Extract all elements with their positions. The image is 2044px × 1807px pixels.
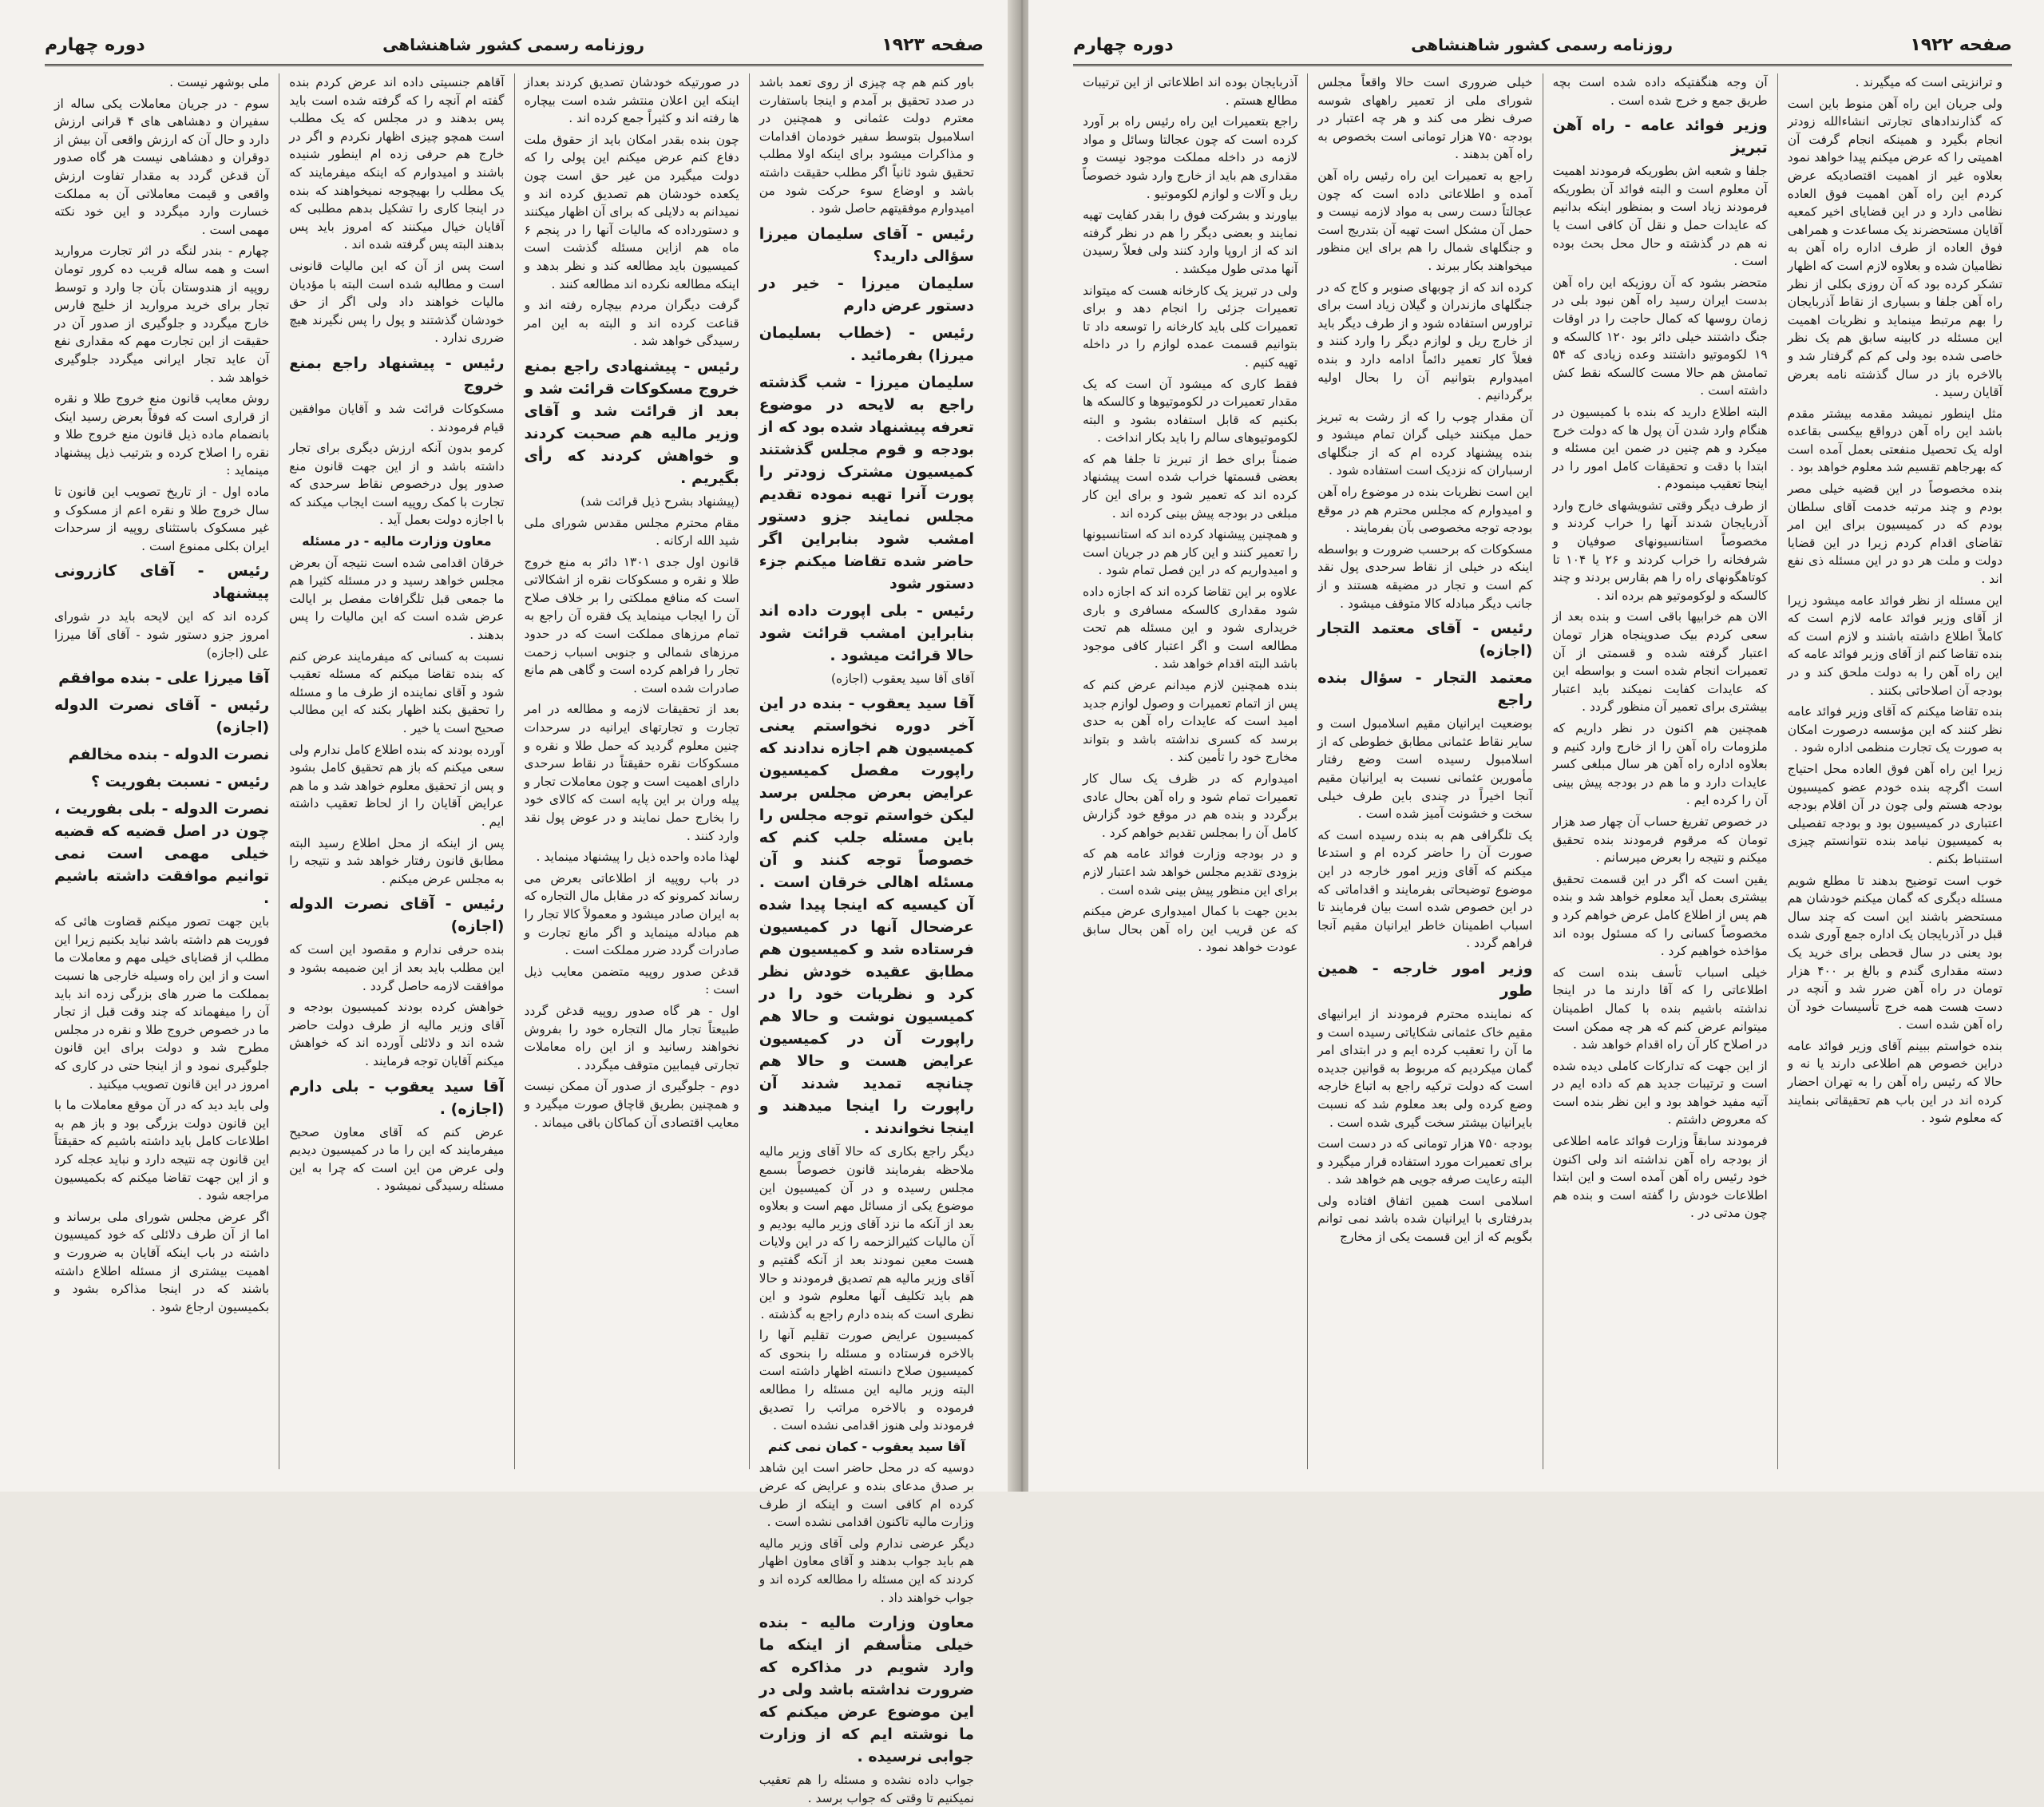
article-column (1543, 73, 1777, 1469)
paragraph: گرفت دیگران مردم بیچاره رفته اند و قناعت کرده اند و البته به این امر رسیدگی خواهد شد . (524, 298, 739, 349)
right-header-rule (1073, 64, 2012, 66)
paragraph: اسلامی است همین اتفاق افتاده ولی بدرفتاری با ایرانیان شده باشد نمی توانم بگویم که از این قسمت یکی از مخارج (1317, 1193, 1533, 1245)
left-page-number: صفحه ۱۹۲۳ (881, 34, 984, 55)
paragraph: باور کنم هم چه چیزی از روی تعمد باشد در صدد تحقیق بر آمدم و اینجا باستفارت معترم دولت عثمانی و همچنین در اسلامبول بتوسط سفیر خودمان اقدامات و مذاکرات میشود برای اینکه اولا مطلب تحقیق شود ثانیاً اگر مطلب حقیقت داشته باشد و اوضاع سوء حرکت شود من امیدوارم موفقیتهم حاصل شود . (759, 75, 974, 216)
paragraph: زیرا این راه آهن فوق العاده محل احتیاج است اگرچه بنده خودم عضو کمیسیون بودجه هستم ولی چون در آن اقلام بودجه اعتباری در کمیسیون بود و بودجه تفصیلی به کمیسیون نیامد بنده نتوانستم چیزی استنباط بکنم . (1787, 761, 2002, 866)
paragraph: یک تلگرافی هم به بنده رسیده است که صورت آن را حاضر کرده ام و استدعا میکنم که آقای وزیر امور خارجه در این موضوع توضیحاتی بفرمایند و اقداماتی که در این خصوص شده است بیان فرمایند تا اسباب اطمینان خاطر ایرانیان مقیم آنجا فراهم گردد . (1317, 827, 1533, 951)
paragraph: چهارم - بندر لنگه در اثر تجارت مروارید است و همه ساله قریب ده کرور تومان روپیه از هندوستان بآن جا وارد و توسط تجار برای خرید مروارید از خلیج فارس خارج میگردد و جلوگیری از صدور آن در حقیقت از این تجارت مهم که مقداری نفع آن عاید تجار ایرانی میگردد جلوگیری خواهد شد . (54, 244, 270, 385)
article-column (45, 73, 279, 1469)
speaker-heading: رئیس - آقای نصرت الدوله (اجازه) (289, 895, 505, 936)
article-column (1777, 73, 2012, 1469)
paragraph: ولی باید دید که در آن موقع معاملات ما با این قانون دولت بزرگی بود و باز هم به اطلاعات کامل باید داشته باشیم که حقیقتاً این قانون چه نتیجه دارد و نباید عجله کرد و از این جهت تقاضا میکنم که بکمیسیون مراجعه شود . (54, 1098, 270, 1203)
paragraph: فقط کاری که میشود آن است که یک مقدار تعمیرات در لکوموتیوها و کالسکه ها بکنیم که قابل استفاده بشود و البته لکوموتیوهای سالم را باید بکار انداخت . (1083, 376, 1298, 446)
paragraph: آقای آقا سید یعقوب (اجازه) (830, 671, 974, 686)
article-column (749, 73, 984, 1805)
article-column (279, 73, 513, 1469)
paragraph: باین جهت تصور میکنم قضاوت هائی که فوریت هم داشته باشد نباید بکنیم زیرا این مطلب از قضایای خیلی مهم و معاملات ما است و از این راه وسیله خارجی ها نسبت بمملکت ما ضرر های بزرگی زده اند باید آن را میفهماند که چند وقت قبل از تجار ما در خصوص خروج طلا و نقره در مجلس مطرح شد و دولت برای این قانون جلوگیری نمود و از اینجا حتی در کاری که امروز در این قانون تصویب میکنید . (54, 914, 270, 1092)
speaker-heading: رئیس - بلی اپورت داده اند بنابراین امشب قرائت شود حالا قرائت میشود . (759, 601, 974, 664)
right-edition-label: دوره چهارم (1073, 34, 1174, 55)
paragraph: از این جهت که تدارکات کاملی دیده شده است و ترتیبات جدید هم که داده ایم در آتیه مفید خواهد بود و این نظر بنده است که معروض داشتم . (1552, 1058, 1768, 1127)
paragraph: ولی جریان این راه آهن منوط باین است که گذارندادهای تجارتی انشاءالله زودتر انجام بگیرد و همینکه انجام گرفت آن اهمیتی را که عرض میکنم پیدا خواهد نمود بعلاوه غیر از اهمیت اقتصادیکه عرض کردم این راه آهن اهمیت فوق العاده نظامی دارد و در این قضایای اخیر کمعیه آقایان مستحضرند یک مساعدت و همراهی فوق العاده از طرف اداره راه آهن به نظامیان شده و بعلاوه لازم است که اظهار تشکر کرده بود که آن روزی بکلی از نظر راه آهن جلفا و بسیاری از نقاط آذربایجان را بهم مرتبط مینماید و نظریات اهمیت این مسئله در کابینه سابق هم یک نظر خاصی شده بود ولی کم کم گرفتار شد و بالاخره باز در سال گذشته نامه بعرض آقایان رسید . (1787, 96, 2002, 400)
speaker-heading: رئیس - نسبت بفوریت ؟ (90, 773, 270, 791)
paragraph: بنده تقاضا میکنم که آقای وزیر فوائد عامه نظر کنند که این مؤسسه درصورت امکان به صورت یک تجارت منظمی اداره شود . (1787, 704, 2002, 755)
speaker-heading: سلیمان میرزا - خیر در دستور عرض دارم (759, 274, 974, 315)
paragraph: خرقان اقدامی شده است نتیجه آن بعرض مجلس خواهد رسید و در مسئله کثیرا هم ما جمعی قبل تلگرافات مفصل بر ایالت عرض شده است که این مالیات را پس بدهند . (289, 555, 505, 643)
right-page-header (1073, 27, 2012, 62)
paragraph: دوم - جلوگیری از صدور آن ممکن نیست و همچنین بطریق قاچاق صورت میگیرد و معایب اقتصادی آن کماکان باقی میماند . (524, 1079, 739, 1130)
left-page (0, 0, 1016, 1805)
paragraph: آن مقدار چوب را که از رشت به تبریز حمل میکنند خیلی گران تمام میشود و بنده پیشنهاد کرده ام که از جنگلهای ارسباران که نزدیک است استفاده شود . (1317, 409, 1533, 478)
paragraph: آقاهم جنسیتی داده اند عرض کردم بنده گفته ام آنچه را که گرفته شده است باید پس بدهند و در مجلس که یک مطلب است همچو چیزی اظهار نکردم و اگر در خارج هم حرفی زده ام اینطور شنیده باشند و امیدوارم که اینکه میفرمایند که یک مطلب را بهیچوجه نمیخواهند که بنده در اینجا کاری را تشکیل بدهم مطلبی که آقایان خیال میکنند که امروز باید پس بدهند البته پس گرفته شده اند . (289, 75, 505, 252)
paragraph: بنده خواستم ببینم آقای وزیر فوائد عامه دراین خصوص هم اطلاعی دارند یا نه و حالا که رئیس راه آهن را به تهران احضار کرده اند در این باب هم تحقیقاتی بنمایند که معلوم شود . (1787, 1038, 2002, 1126)
paragraph: عرض کنم که آقای معاون صحیح میفرمایند که این را ما در کمیسیون دیدیم ولی عرض من این است که چرا به این مسئله رسیدگی نمیشود . (289, 1124, 505, 1194)
paragraph: ولی در تبریز یک کارخانه هست که میتواند تعمیرات جزئی را انجام دهد و برای تعمیرات کلی باید کارخانه را توسعه داد تا بتوانیم قسمت عمده لوازم را در داخله تهیه کنیم . (1083, 283, 1298, 370)
paragraph: راجع بتعمیرات این راه رئیس راه بر آورد کرده است که چون عجالتا وسائل و مواد لازمه در داخله مملکت موجود نیست و مقداری هم باید از خارج وارد شود خصوصاً ریل و آلات و لوازم لکوموتیو . (1083, 114, 1298, 201)
paragraph: روش معایب قانون منع خروج طلا و نقره از قراری است که فوقاً بعرض رسید اینک بانضمام ماده ذیل قانون منع خروج طلا و نقره را اصلاح کرده و بترتیب ذیل پیشنهاد مینماید : (54, 391, 270, 478)
paragraph: که نماینده محترم فرمودند از ایرانیهای مقیم خاک عثمانی شکایاتی رسیده است و ما آن را تعقیب کرده ایم و در ابتدای امر گمان میکردیم که مربوط به قوانین جدیده است که دولت ترکیه راجع به اتباع خارجه وضع کرده ولی بعد معلوم شد که نسبت بایرانیان بیشتر سخت گیری شده است . (1317, 1006, 1533, 1130)
paragraph: همچنین هم اکنون در نظر داریم که ملزومات راه آهن را از خارج وارد کنیم و بعلاوه اداره راه آهن هر سال مبلغی کسر عایدات دارد و ما هم در بودجه پیش بینی آن را کرده ایم . (1552, 721, 1768, 808)
paragraph: بوضعیت ایرانیان مقیم اسلامبول است و سایر نقاط عثمانی مطابق خطوطی که از اسلامبول رسیده است وضع رفتار مأمورین عثمانی نسبت به ایرانیان مقیم آنجا اخیراً در چندی باین طرف خیلی سخت و خشونت آمیز شده است . (1317, 716, 1533, 822)
paragraph: است پس از آن که این مالیات قانونی است و مطالبه شده است البته با مؤدیان مالیات خواهند داد ولی اگر از حق خودشان گذشتند و پول را پس نگیرند هیچ ضرری ندارد . (289, 258, 505, 346)
left-newspaper-title: روزنامه رسمی کشور شاهنشاهی (382, 35, 644, 54)
paragraph: کرده اند که از چوبهای صنوبر و کاج که در جنگلهای مازندران و گیلان زیاد است برای تراورس استفاده شود و از طرف دیگر باید از خارج ریل و لوازم دیگر را وارد کنند و فعلاً کار تعمیر دائماً ادامه دارد و بنده امیدوارم بتوانیم آن را بحال اولیه برگردانیم . (1317, 279, 1533, 403)
paragraph: مثل اینطور نمیشد مقدمه بیشتر مقدم باشد این راه آهن درواقع بیکسی بقاعده اوله یک تحصیل منفعتی بعمل آمده است که بهرجاهم تقسیم شد معلوم خواهد بود . (1787, 406, 2002, 475)
article-column (514, 73, 749, 1469)
paragraph: بودجه ۷۵۰ هزار تومانی که در دست است برای تعمیرات مورد استفاده قرار میگیرد و البته رعایت صرفه جویی هم خواهد شد . (1317, 1136, 1533, 1187)
paragraph: دیگر عرضی ندارم ولی آقای وزیر مالیه هم باید جواب بدهند و آقای معاون اظهار کردند که این مسئله را مطالعه کرده اند و جواب خواهند داد . (759, 1536, 974, 1605)
paragraph: کرده اند که این لایحه باید در شورای امروز جزو دستور شود - آقای آقا میرزا علی (اجازه) (54, 609, 270, 660)
paragraph: و ترانزیتی است که میگیرند . (1855, 75, 2002, 89)
speaker-heading: آقا سید یعقوب - بلی دارم (اجازه) . (289, 1077, 505, 1118)
paragraph: خواهش کرده بودند کمیسیون بودجه و آقای وزیر مالیه از طرف دولت حاضر شده اند و دلائلی آورده اند که خواهش میکنم آقایان توجه فرمایند . (289, 1000, 505, 1068)
paragraph: قدغن صدور روپیه متضمن معایب ذیل است : (524, 964, 739, 997)
speaker-heading: وزیر فوائد عامه - راه آهن تبریز (1552, 117, 1768, 157)
paragraph: راجع به تعمیرات این راه رئیس راه آهن آمده و اطلاعاتی داده است که چون عجالتاً دست رسی به مواد لازمه نیست و حمل آن مشکل است تهیه آن بتدریج است و جنگلهای شمال را هم برای این منظور میخواهند بکار ببرند . (1317, 168, 1533, 273)
right-columns (1073, 73, 2012, 1469)
paragraph: ضمناً برای خط از تبریز تا جلفا هم که بعضی قسمتها خراب شده است پیشنهاد کرده اند که تعمیر شود و برای این کار مبلغی در بودجه پیش بینی کرده اند . (1083, 451, 1298, 521)
paragraph: لهذا ماده واحده ذیل را پیشنهاد مینماید . (536, 850, 739, 865)
speaker-heading: آقا سید یعقوب - بنده در این آخر دوره نخواستم یعنی کمیسیون هم اجازه ندادند که راپورت مفصل کمیسیون عرایض بعرض مجلس برسد لیکن خواستم توجه مجلس را باین مسئله جلب کنم که خصوصاً توجه کنند و آن مسئله اهالی خرقان است . آن کیسیه که اینجا پیدا شده عرضحال آنها در کمیسیون فرستاده شد و کمیسیون هم مطابق عقیده خودش نظر کرد و نظریات خود را در کمیسیون نوشت و حالا هم راپورت آن در کمیسیون عرایض هست و حالا هم چنانچه تمدید شدند آن راپورت را اینجا میدهند و اینجا نخواندند . (759, 695, 974, 1138)
paragraph: و در بودجه وزارت فوائد عامه هم که بزودی تقدیم مجلس خواهد شد اعتبار لازم برای این منظور پیش بینی شده است . (1083, 846, 1298, 898)
paragraph: بنده همچنین لازم میدانم عرض کنم که پس از اتمام تعمیرات و وصول لوازم جدید امید است که عایدات راه آهن به حدی برسد که کسری نداشته باشد و بتواند مخارج خود را تأمین کند . (1083, 678, 1298, 765)
speaker-heading: وزیر امور خارجه - همین طور (1317, 959, 1533, 1000)
paragraph: جلفا و شعبه اش بطوریکه فرمودند اهمیت آن معلوم است و البته فوائد آن بطوریکه فرمودند زیاد است و بمنظور اینکه بدانیم که عایدات حمل و نقل آن کافی است یا نه هم در گذشته و حال محل بحث بوده است . (1552, 164, 1768, 269)
paragraph: جواب داده نشده و مسئله را هم تعقیب نمیکنیم تا وقتی که جواب برسد . (759, 1773, 974, 1805)
paragraph: بنده مخصوصاً در این قضیه خیلی مصر بودم و چند مرتبه خدمت آقای سلطان بودم که در کمیسیون برای این امر تقاضای اقدام کردم زیرا در این قضایا دولت و ملت هر دو در این مسئله ذی نفع اند . (1787, 481, 2002, 587)
speaker-heading: آقا میرزا علی - بنده موافقم (58, 669, 270, 688)
speaker-heading: رئیس - آقای نصرت الدوله (اجازه) (54, 696, 270, 737)
speaker-heading: نصرت الدوله - بلی بفوریت ، چون در اصل قضیه که قضیه خیلی مهمی است نمی توانیم موافقت داشته باشیم . (54, 800, 270, 908)
speaker-heading: معاون وزارت مالیه - در مسئله (302, 533, 492, 549)
paragraph: خیلی ضروری است حالا واقعاً مجلس شورای ملی از تعمیر راههای شوسه صرف نظر می کند و هر چه اعتبار در بودجه ۷۵۰ هزار تومانی است بخصوص به راه آهن بدهند . (1317, 75, 1533, 162)
paragraph: الان هم خرابیها باقی است و بنده بعد از سعی کردم بیک صدوپنجاه هزار تومان اعتبار گرفته شده و قسمتی از آن تعمیرات انجام شده است و بواسطه این که عایدات کفایت نمیکند باید اعتبار بیشتری برای تعمیر آن منظور گردد . (1552, 609, 1768, 715)
paragraph: این مسئله از نظر فوائد عامه میشود زیرا از آقای وزیر فوائد عامه لازم است که کاملاً اطلاع داشته باشند و لازم است که بنده تقاضا کنم از آقای وزیر فوائد عامه که این راه آهن را به دولت ملحق کند و در بودجه آن اصلاحاتی بکنند . (1787, 592, 2002, 698)
paragraph: آن وجه هنگفتیکه داده شده است بچه طریق جمع و خرج شده است . (1552, 75, 1768, 108)
paragraph: دوسیه که در محل حاضر است این شاهد بر صدق مدعای بنده و عرایض که عرض کرده ام کافی است و اینکه از طرف وزارت مالیه تاکنون اقدامی نشده است . (759, 1460, 974, 1530)
speaker-heading: نصرت الدوله - بنده مخالفم (68, 746, 270, 764)
speaker-heading: رئیس - پیشنهادی راجع بمنع خروج مسکوکات قرائت شد و بعد از قرائت شد و آقای وزیر مالیه هم صحبت کردند و خواهش کردند که رأی بگیریم . (524, 357, 739, 487)
right-newspaper-title: روزنامه رسمی کشور شاهنشاهی (1411, 35, 1673, 54)
paragraph: بعد از تحقیقات لازمه و مطالعه در امر تجارت و تجارتهای ایرانیه در سرحدات چنین معلوم گردید که حمل طلا و نقره و مسکوکات نقره حقیقتاً در نقاط سرحدی دارای اهمیت است و چون معاملات تجار و پیله وران بر این پایه است که کالای خود را بخارج حمل نمایند و در عوض پول نقد وارد کنند . (524, 702, 739, 843)
speaker-heading: معتمد التجار - سؤال بنده راجع (1317, 669, 1533, 710)
speaker-heading: معاون وزارت مالیه - بنده خیلی متأسفم از اینکه ما وارد شویم در مذاکره که ضرورت نداشته باشد ولی در این موضوع عرض میکنم که ما نوشته ایم که از وزارت جوابی نرسیده . (759, 1614, 974, 1766)
paragraph: در خصوص تفریغ حساب آن چهار صد هزار تومان که مرقوم فرمودند بنده تحقیق میکنم و نتیجه را بعرض میرسانم . (1552, 814, 1768, 866)
article-column (1307, 73, 1542, 1469)
speaker-heading: آقا سید یعقوب - کمان نمی کنم (767, 1438, 965, 1454)
paragraph: علاوه بر این تقاضا کرده اند که اجازه داده شود مقداری کالسکه مسافری و باری خریداری شود و این مسئله هم تحت مطالعه است و اگر اعتبار کافی موجود باشد البته اقدام خواهد شد . (1083, 585, 1298, 672)
left-columns (45, 73, 984, 1805)
paragraph: مسکوکات قرائت شد و آقایان موافقین قیام فرمودند . (289, 401, 505, 434)
paragraph: دیگر راجع بکاری که حالا آقای وزیر مالیه ملاحظه بفرمایند قانون خصوصاً بسمع مجلس رسیده و در آن کمیسیون این موضوع یکی از مسائل مهم است و بعلاوه بعد از آنکه ما نزد آقای وزیر مالیه بودیم و آن مالیات کثیرالزحمه را که در این ولایات هست معین نمودند بعد از آنکه گفتیم و آقای وزیر مالیه هم تصدیق فرمودند و حالا هم باید تکلیف آنها معلوم شود و این نظری است که بنده دارم راجع به گذشته . (759, 1144, 974, 1322)
paragraph: خوب است توضیح بدهند تا مطلع شویم مسئله دیگری که گمان میکنم خودشان هم مستحضر باشند این است که چند سال قبل در آذربایجان یک اداره جمع آوری شده بود یعنی در سال قحطی برای خرید یک دسته مقداری گندم و بالغ بر ۴۰۰ هزار تومان در راه آهن ضرر شد و آنچه در دست هست همه خرج تأسیسات خود آن راه آهن شده است . (1787, 873, 2002, 1032)
right-page-number: صفحه ۱۹۲۲ (1910, 34, 2012, 55)
speaker-heading: سلیمان میرزا - شب گذشته راجع به لایحه در موضوع تعرفه پیشنهاد شده بود که از بودجه و قوم مجلس گذشتند کمیسیون مشترک زودتر را پورت آنرا تهیه نموده تقدیم مجلس نمایند جزو دستور امشب شود بنابراین اگر حاضر شده تقاضا میکنم جزء دستور شود (759, 373, 974, 592)
speaker-heading: رئیس - (خطاب بسلیمان میرزا) بفرمائید . (759, 323, 974, 364)
paragraph: متحضر بشود که آن روزیکه این راه آهن بدست ایران رسید راه آهن نبود بلی در زمان روسها که کمال حاجت را در اوقات جنگ داشتند خیلی دائر بود ۱۲۰ کالسکه و ۱۹ لکوموتیو داشتند وعده زیادی که ۵۴ تمامش هم حالا مست کالسکه نقط کش داشته است . (1552, 275, 1768, 398)
paragraph: مقام محترم مجلس مقدس شورای ملی شید الله ارکانه . (524, 515, 739, 549)
paragraph: چون بنده بقدر امکان باید از حقوق ملت دفاع کنم عرض میکنم این پولی را که دولت میگیرد من غیر حق است چون یکعده خودشان هم تصدیق کرده اند و نمیدانم به دلایلی که برای آن اظهار میکنند و دستورداده که مالیات آنها را در پنجم ۶ ماه هم ازاین مسئله گذشت است کمیسیون باید مطالعه کند و نظر بدهد و اینکه مطالعه نکرده اند مطالعه کنند . (524, 132, 739, 291)
speaker-heading: رئیس - آقای معتمد التجار (اجازه) (1317, 620, 1533, 660)
paragraph: مسکوکات که برحسب ضرورت و بواسطه اینکه در خیلی از نقاط سرحدی پول نقد کم است و تجار در مضیقه هستند و از جانب دیگر مبادله کالا متوقف میشود . (1317, 541, 1533, 611)
paragraph: و همچنین پیشنهاد کرده اند که استانسیونها را تعمیر کنند و این کار هم در جریان است و امیدواریم که در این فصل تمام شود . (1083, 527, 1298, 578)
paragraph: ماده اول - از تاریخ تصویب این قانون تا سال خروج طلا و نقره اعم از مسکوک و غیر مسکوک باستثنای روپیه از سرحدات ایران بکلی ممنوع است . (54, 485, 270, 553)
paragraph: (پیشنهاد بشرح ذیل قرائت شد) (580, 493, 739, 509)
paragraph: امیدوارم که در ظرف یک سال کار تعمیرات تمام شود و راه آهن بحال عادی برگردد و بنده هم در موقع خود گزارش کامل آن را بمجلس تقدیم خواهم کرد . (1083, 771, 1298, 840)
paragraph: آذربایجان بوده اند اطلاعاتی از این ترتیبات مطالع هستم . (1083, 75, 1298, 108)
paragraph: کرمو بدون آنکه ارزش دیگری برای تجار داشته باشد و از این جهت قانون منع صدور پول درخصوص نقاط سرحدی که تجارت با کمک روپیه است ایجاب میکند که با اجازه دولت بعمل آید . (289, 441, 505, 528)
speaker-heading: رئیس - پیشنهاد راجع بمنع خروج (289, 354, 505, 394)
article-column (1073, 73, 1307, 1469)
paragraph: فرمودند سابقاً وزارت فوائد عامه اطلاعی از بودجه راه آهن نداشته اند ولی اکنون خود رئیس راه آهن آمده است و این ابتدا اطلاعات خودش را گفته است و بنده هم چون مدتی در . (1552, 1134, 1768, 1221)
paragraph: بیاورند و بشرکت فوق را بقدر کفایت تهیه نمایند و بعضی دیگر را هم در نظر گرفته اند که از اروپا وارد کنند ولی فعلاً رسیدن آنها مدتی طول میکشد . (1083, 208, 1298, 276)
paragraph: البته اطلاع دارید که بنده با کمیسیون در هنگام وارد شدن آن پول ها که دولت خرج میکرد و هم چنین در ضمن این مسئله و ابتدا با دقت و تحقیقات کامل امور را در اینجا تعقیب مینمودم . (1552, 404, 1768, 492)
paragraph: پس از اینکه از محل اطلاع رسید البته مطابق قانون رفتار خواهد شد و نتیجه را به مجلس عرض میکنم . (289, 835, 505, 886)
paragraph: از طرف دیگر وقتی تشویشهای خارج وارد آذربایجان شدند آنها را خراب کردند و مخصوصاً استانسیونهای صوفیان و شرفخانه را خراب کردند و ۲۶ یا ۱۰۴ تا کوتاهگونهای راه را هم بقارس بردند و چند کالسکه و لوکوموتیو هم برده اند . (1552, 497, 1768, 603)
left-page-header (45, 27, 984, 62)
speaker-heading: رئیس - آقای سلیمان میرزا سؤالی دارید؟ (759, 224, 974, 265)
paragraph: نسبت به کسانی که میفرمایند عرض کنم که بنده تقاضا میکنم که مسئله تعقیب شود و آقای نماینده از طرف ما و مسئله را تحقیق بکند اظهار بکند که این مطالب صحیح است یا خیر . (289, 648, 505, 735)
paragraph: در باب روپیه از اطلاعاتی بعرض می رساند کمرونو که در مقابل مال التجاره که به ایران صادر میشود و معمولاً کالا تجار را هم مبادله مینماید و اگر مانع تجارت و صادرات گردد ضرر مملکت است . (524, 870, 739, 958)
paragraph: در صورتیکه خودشان تصدیق کردند بعداز اینکه این اعلان منتشر شده است بیچاره ها رفته اند و کثیراً جمع کرده اند . (524, 75, 739, 126)
paragraph: آورده بودند که بنده اطلاع کامل ندارم ولی سعی میکنم که باز هم تحقیق کامل بشود و پس از تحقیق معلوم خواهد شد و ما هم عرایض آقایان را از لحاظ تعقیب داشته ایم . (289, 742, 505, 829)
paragraph: این است نظریات بنده در موضوع راه آهن و امیدوارم که مجلس محترم هم در موقع بودجه توجه مخصوصی بآن بفرمایند . (1317, 485, 1533, 536)
paragraph: اگر عرض مجلس شورای ملی برساند و اما از آن طرف دلائلی که خود کمیسیون داشته در باب اینکه آقایان به ضرورت و اهمیت بیشتری از مسئله اطلاع داشته باشند که در اینجا مذاکره بشود و بکمیسیون ارجاع شود . (54, 1209, 270, 1314)
paragraph: سوم - در جریان معاملات یکی ساله از سفیران و دهشاهی های ۴ قرانی ارزش دارد و حال آن که ارزش واقعی آن بیش از دوقران و دهشاهی نیست هر گاه صدور آن قدغن گردد به مقدار تفاوت ارزش واقعی و قیمت معاملاتی آن به مملکت خسارت وارد میگردد و این خود نکته مهمی است . (54, 96, 270, 237)
paragraph: اول - هر گاه صدور روپیه قدغن گردد طبیعتاً تجار مال التجاره خود را بفروش نخواهند رسانید و از این راه معاملات تجارتی فیمابین متوقف میگردد . (524, 1003, 739, 1072)
paragraph: ملی بوشهر نیست . (169, 75, 270, 89)
left-header-rule (45, 64, 984, 66)
paragraph: خیلی اسباب تأسف بنده است که اطلاعاتی را که آقا دارند ما در اینجا نداشته باشیم بنده با کمال اطمینان میتوانم عرض کنم که هر چه ممکن است در اصلاح کار آن راه اقدام خواهد شد . (1552, 965, 1768, 1052)
paragraph: یقین است که اگر در این قسمت تحقیق بیشتری بعمل آید معلوم خواهد شد و بنده هم پس از اطلاع کامل عرض خواهم کرد و مخصوصاً کسانی را که مسئول بوده اند مؤاخذه خواهیم کرد . (1552, 871, 1768, 959)
paragraph: کمیسیون عرایض صورت تقلیم آنها را بالاخره فرستاده و مسئله را بنحوی که کمیسیون صلاح دانسته اظهار داشته است البته وزیر مالیه این مسئله را مطالعه فرموده و بالاخره مراتب را تصدیق فرمودند ولی هنوز اقدامی نشده است . (759, 1328, 974, 1433)
paragraph: قانون اول جدی ۱۳۰۱ دائر به منع خروج طلا و نقره و مسکوکات نقره از اشکالاتی است که منافع مملکتی را بر خلاف صلاح آن را ایجاب مینماید یک فقره آن راجع به تمام مرزهای مملکت است که در حدود مرزهای شمالی و جنوبی اسباب زحمت تجار را فراهم کرده است و گاهی هم مانع صادرات شده است . (524, 554, 739, 695)
paragraph: بنده حرفی ندارم و مقصود این است که این مطلب باید بعد از این ضمیمه بشود و موافقت لازمه حاصل گردد . (289, 942, 505, 993)
right-page (1028, 0, 2044, 1492)
paragraph: بدین جهت با کمال امیدواری عرض میکنم که عن قریب این راه آهن بحال سابق عودت خواهد نمود . (1083, 904, 1298, 955)
left-edition-label: دوره چهارم (45, 34, 145, 55)
speaker-heading: رئیس - آقای کازرونی پیشنهاد (54, 562, 270, 603)
